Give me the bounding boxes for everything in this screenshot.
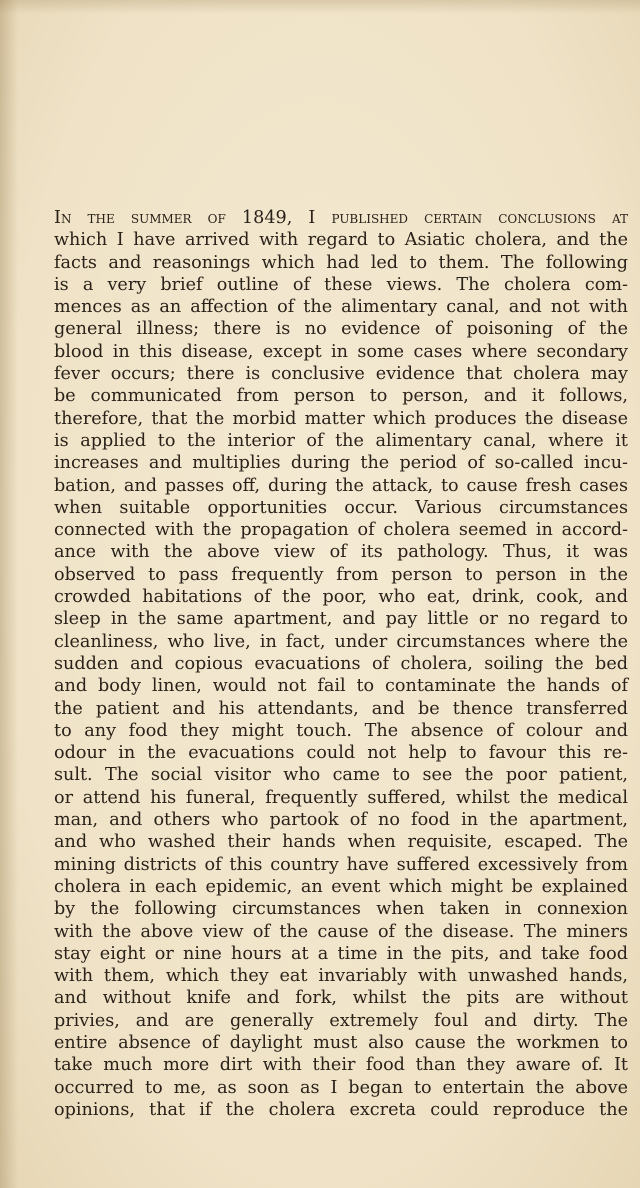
text-line: by the following circumstances when taken in connexion [54, 899, 628, 920]
text-line: general illness; there is no evidence of poisoning of the [54, 319, 628, 340]
page-edge-shadow [0, 0, 18, 1188]
text-line: to any food they might touch. The absence of colour and [54, 720, 628, 741]
text-line: ance with the above view of its pathology. Thus, it was [54, 542, 628, 563]
text-line: and who washed their hands when requisite, escaped. The [54, 832, 628, 853]
text-line: observed to pass frequently from person to person in the [54, 564, 628, 585]
text-line: In the summer of 1849, I published certain conclusions at [54, 208, 628, 228]
text-line: is a very brief outline of these views. The cholera com- [54, 274, 628, 295]
text-line: facts and reasonings which had led to them. The following [54, 252, 628, 273]
text-line: is applied to the interior of the alimentary canal, where it [54, 430, 628, 451]
text-line: and body linen, would not fail to contaminate the hands of [54, 676, 628, 697]
text-line: with the above view of the cause of the disease. The miners [54, 921, 628, 942]
text-line: connected with the propagation of cholera seemed in accord- [54, 520, 628, 541]
text-line: sult. The social visitor who came to see the poor patient, [54, 765, 628, 786]
text-line: opinions, that if the cholera excreta could reproduce the [54, 1099, 628, 1120]
text-line: mining districts of this country have suffered excessively from [54, 854, 628, 875]
text-line: and without knife and fork, whilst the pits are without [54, 988, 628, 1009]
text-line: man, and others who partook of no food in the apartment, [54, 810, 628, 831]
text-line: when suitable opportunities occur. Various circumstances [54, 497, 628, 518]
text-line: stay eight or nine hours at a time in the pits, and take food [54, 943, 628, 964]
text-line: blood in this disease, except in some cases where secondary [54, 341, 628, 362]
text-line: take much more dirt with their food than they aware of. It [54, 1055, 628, 1076]
text-line: occurred to me, as soon as I began to entertain the above [54, 1077, 628, 1098]
text-line: or attend his funeral, frequently suffered, whilst the medical [54, 787, 628, 808]
text-line: therefore, that the morbid matter which produces the disease [54, 408, 628, 429]
page-top-shadow [0, 0, 640, 14]
text-line: cleanliness, who live, in fact, under circumstances where the [54, 631, 628, 652]
text-line: sleep in the same apartment, and pay little or no regard to [54, 609, 628, 630]
text-line: increases and multiplies during the period of so-called incu- [54, 453, 628, 474]
text-line: with them, which they eat invariably with unwashed hands, [54, 966, 628, 987]
text-line: crowded habitations of the poor, who eat, drink, cook, and [54, 587, 628, 608]
text-line: sudden and copious evacuations of cholera, soiling the bed [54, 653, 628, 674]
body-text-paragraph [54, 207, 628, 1121]
text-line: cholera in each epidemic, an event which might be explained [54, 876, 628, 897]
text-line: fever occurs; there is conclusive evidence that cholera may [54, 364, 628, 385]
text-line: odour in the evacuations could not help to favour this re- [54, 743, 628, 764]
text-line: mences as an affection of the alimentary canal, and not with [54, 297, 628, 318]
text-line: which I have arrived with regard to Asiatic cholera, and the [54, 230, 628, 251]
text-line: privies, and are generally extremely foul and dirty. The [54, 1010, 628, 1031]
text-line: be communicated from person to person, and it follows, [54, 386, 628, 407]
text-line: the patient and his attendants, and be thence transferred [54, 698, 628, 719]
text-line: entire absence of daylight must also cause the workmen to [54, 1032, 628, 1053]
text-line: bation, and passes off, during the attack, to cause fresh cases [54, 475, 628, 496]
